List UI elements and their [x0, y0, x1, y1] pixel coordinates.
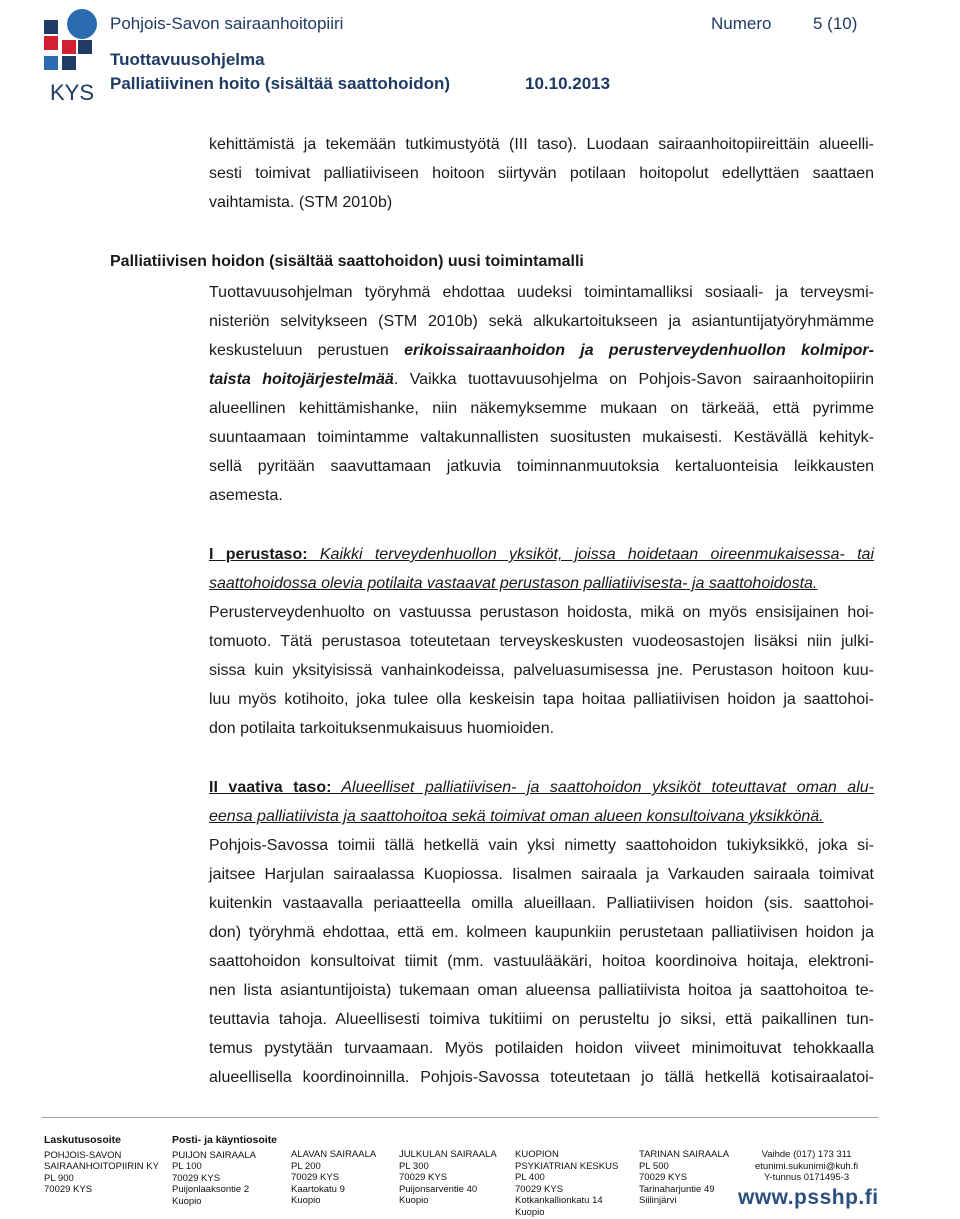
- footer-line: 70029 KYS: [172, 1172, 221, 1184]
- footer-julkula-address: [399, 1149, 497, 1207]
- intro-paragraph: [209, 130, 874, 217]
- footer-line: TARINAN SAIRAALA: [639, 1149, 730, 1160]
- text-line: [209, 336, 874, 365]
- text-line: tomuoto. Tätä perustasoa toteutetaan terveyskeskusten vuodeosastojen lisäksi niin julki-: [209, 633, 874, 650]
- footer-line: Kaartokatu 9: [291, 1183, 345, 1195]
- emphasis-text: saattohoidossa olevia potilaita vastaavat perustason palliatiivisesta- ja saattohoidosta.: [209, 575, 818, 592]
- footer-line: Puijonlaaksontie 2: [172, 1184, 250, 1196]
- text-line: sesti toimivat palliatiiviseen hoitoon siirtyvän potilaan hoitopolut edellyttäen saattaen: [209, 165, 874, 182]
- footer-heading: Posti- ja käyntiosoite: [172, 1134, 278, 1146]
- footer-line: SAIRAANHOITOPIIRIN KY: [44, 1161, 159, 1173]
- footer-business-id: Y-tunnus 0171495-3: [763, 1172, 850, 1184]
- footer-billing-address: [44, 1135, 159, 1196]
- footer-line: JULKULAN SAIRAALA: [399, 1149, 497, 1160]
- text-line: temus pystytään turvaamaan. Myös potilaiden hoidon viiveet minimoituvat tehokkaalla: [209, 1040, 874, 1057]
- footer-line: Kuopio: [515, 1206, 545, 1218]
- footer-line: PL 500: [639, 1160, 669, 1172]
- text-line: [209, 540, 874, 569]
- footer-line: ALAVAN SAIRAALA: [291, 1149, 377, 1160]
- footer-tarina-address: [639, 1149, 729, 1207]
- footer-email[interactable]: etunimi.sukunimi@kuh.fi: [755, 1160, 859, 1172]
- footer-line: PL 900: [44, 1172, 74, 1184]
- emphasis-text: erikoissairaanhoidon ja perusterveydenhuollon kolmipor-: [404, 342, 874, 359]
- footer-line: Kotkankallionkatu 14: [515, 1195, 603, 1207]
- footer-line: PL 300: [399, 1160, 429, 1172]
- text-line: don) työryhmä ehdottaa, että em. kolmeen kaupunkiin perustetaan palliatiivisen hoidon ja: [209, 924, 874, 941]
- doc-date: 10.10.2013: [525, 74, 611, 93]
- text-run: . Vaikka tuottavuusohjelma on Pohjois-Savon sairaanhoitopiirin: [393, 371, 875, 388]
- footer-line: POHJOIS-SAVON: [44, 1149, 122, 1161]
- section-paragraph: [209, 278, 874, 510]
- text-line: nisteriön selvitykseen (STM 2010b) sekä alkukartoitukseen ja asiantuntijatyöryhmämme: [209, 313, 874, 330]
- text-line: Perusterveydenhuolto on vastuussa perustason hoidosta, mikä on myös ensisijainen hoi-: [209, 604, 874, 621]
- footer-line: Kuopio: [291, 1195, 321, 1207]
- website-link[interactable]: www.psshp.fi: [738, 1186, 879, 1209]
- text-line: kehittämistä ja tekemään tutkimustyötä (III taso). Luodaan sairaanhoitopiireittäin alueelli-: [209, 136, 874, 153]
- text-line: sellä pyritään saavuttamaan jatkuvia toiminnanmuutoksia kertaluonteisia leikkausten: [209, 458, 874, 475]
- text-line: Tuottavuusohjelman työryhmä ehdottaa uudeksi toimintamalliksi sosiaali- ja terveysmi-: [209, 284, 874, 301]
- text-line: teuttavia tahoja. Alueellisesti toimiva tukitiimi on perusteltu jo siksi, että paikallinen tun-: [209, 1011, 874, 1028]
- text-line: [209, 773, 874, 802]
- text-line: [209, 569, 874, 598]
- text-line: jaitsee Harjulan sairaalassa Kuopiossa. Iisalmen sairaala ja Varkauden sairaala toimivat: [209, 866, 874, 883]
- text-line: kuitenkin vastaavalla periaatteella omilla alueillaan. Palliatiivisen hoidon (sis. saattohoi-: [209, 895, 874, 912]
- number-label: Numero: [711, 14, 772, 33]
- footer-line: 70029 KYS: [515, 1183, 564, 1195]
- section-heading: Palliatiivisen hoidon (sisältää saattohoidon) uusi toimintamalli: [110, 253, 584, 270]
- footer-line: Kuopio: [399, 1195, 429, 1207]
- text-line: vaihtamista. (STM 2010b): [209, 194, 393, 211]
- level2-paragraph: [209, 773, 874, 1092]
- footer-line: Kuopio: [172, 1195, 202, 1207]
- kys-logo: [42, 6, 102, 104]
- footer-divider: [42, 1117, 878, 1118]
- text-line: [209, 802, 874, 831]
- emphasis-text: Kaikki terveydenhuollon yksiköt, joissa hoidetaan oireenmukaisessa- tai: [307, 546, 875, 563]
- footer-line: KUOPION: [515, 1149, 559, 1160]
- footer-line: 70029 KYS: [291, 1172, 340, 1184]
- footer-phone: Vaihde (017) 173 311: [761, 1149, 852, 1160]
- text-line: alueellisella koordinoinnilla. Pohjois-Savossa toteutetaan jo tällä hetkellä kotisairaalatoi-: [209, 1069, 874, 1086]
- footer-line: PL 100: [172, 1161, 202, 1173]
- text-line: luu myös kotihoito, joka tulee olla keskeisin tapa hoitaa palliatiivisen hoidon ja saattohoi-: [209, 691, 874, 708]
- footer-line: PUIJON SAIRAALA: [172, 1149, 256, 1161]
- emphasis-text: taista hoitojärjestelmää: [209, 371, 394, 388]
- footer-line: PSYKIATRIAN KESKUS: [515, 1160, 619, 1172]
- text-line: saattohoidon konsultoivat tiimit (mm. vastuulääkäri, hoitoa koordinoiva hoitaja, elektroni-: [209, 953, 874, 970]
- footer-heading: Laskutusosoite: [44, 1134, 122, 1146]
- footer-line: Siilinjärvi: [639, 1195, 677, 1207]
- text-line: asemesta.: [209, 487, 283, 504]
- text-line: alueellinen kehittämishanke, niin näkemyksemme mukaan on tärkeää, että pyrimme: [209, 400, 874, 417]
- level1-paragraph: [209, 540, 874, 743]
- doc-title: Palliatiivinen hoito (sisältää saattohoidon): [110, 74, 451, 93]
- level2-label: II vaativa taso:: [209, 779, 332, 796]
- doc-type: Tuottavuusohjelma: [110, 50, 265, 69]
- footer-contact: [755, 1149, 858, 1184]
- footer-psychiatry-address: [515, 1149, 618, 1219]
- level1-label: I perustaso:: [209, 546, 308, 563]
- text-line: nen lista asiantuntijoista) tukemaan oman alueensa palliatiivista hoitoa ja saattohoitoa te-: [209, 982, 874, 999]
- footer-alava-address: [291, 1149, 376, 1207]
- emphasis-text: Alueelliset palliatiivisen- ja saattohoidon yksiköt toteuttavat oman alu-: [331, 779, 874, 796]
- footer-line: Tarinaharjuntie 49: [639, 1183, 715, 1195]
- page-number: 5 (10): [813, 14, 858, 33]
- footer-line: PL 200: [291, 1160, 321, 1172]
- text-line: sissa kuin yksityisissä vanhainkodeissa, palveluasumisessa jne. Perustason hoitoon kuu-: [209, 662, 874, 679]
- text-line: [209, 365, 874, 394]
- org-name: Pohjois-Savon sairaanhoitopiiri: [110, 14, 344, 33]
- footer-line: 70029 KYS: [639, 1172, 688, 1184]
- emphasis-text: eensa palliatiivista ja saattohoitoa sekä toimivat oman alueen konsultoivana yksikkönä.: [209, 808, 824, 825]
- text-line: suuntaamaan toimintamme valtakunnallisten suositusten mukaisesti. Kestävällä kehityk-: [209, 429, 874, 446]
- footer-line: PL 400: [515, 1172, 545, 1184]
- footer-line: 70029 KYS: [44, 1184, 93, 1196]
- logo-text: KYS: [49, 80, 95, 104]
- text-line: don potilaita tarkoituksenmukaisuus huomioiden.: [209, 720, 555, 737]
- footer-line: 70029 KYS: [399, 1172, 448, 1184]
- footer-line: Puijonsarventie 40: [399, 1183, 478, 1195]
- footer-puijo-address: [172, 1135, 277, 1208]
- text-run: keskusteluun perustuen: [209, 342, 405, 359]
- text-line: Pohjois-Savossa toimii tällä hetkellä vain yksi nimetty saattohoidon tukiyksikkö, joka si-: [209, 837, 874, 854]
